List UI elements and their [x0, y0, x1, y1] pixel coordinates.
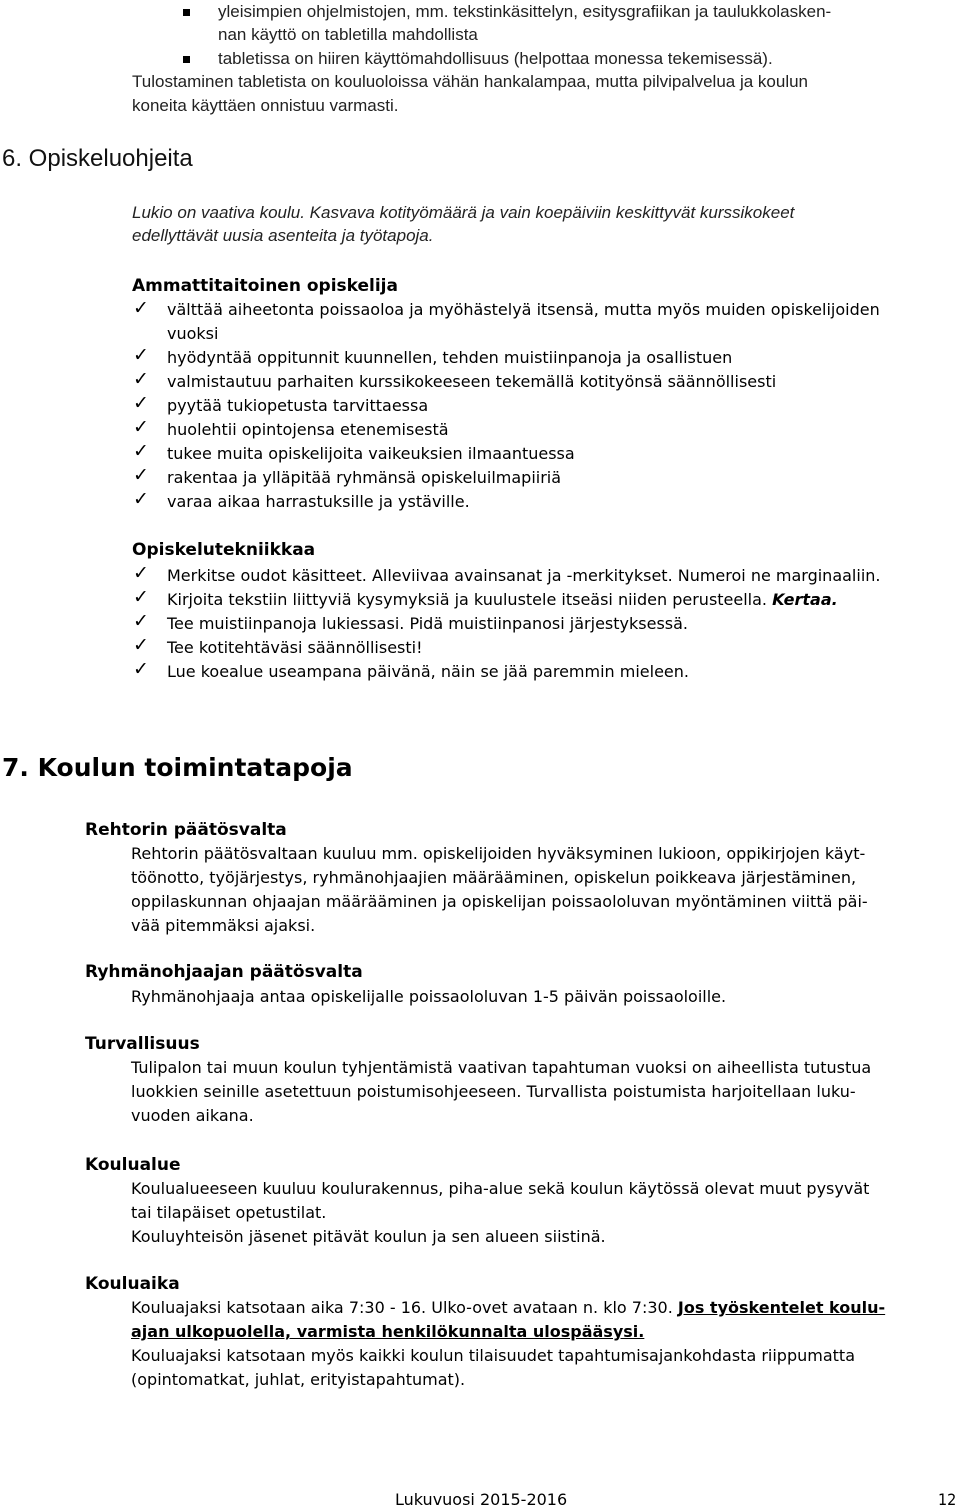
principal-line: vää pitemmäksi ajaksi.: [131, 916, 316, 935]
safety-line: luokkien seinille asetettuun poistumisohjeeseen. Turvallista poistumista harjoitellaan luku-: [131, 1082, 856, 1101]
school-time-emphasis: Jos työskentelet koulu-: [677, 1298, 886, 1317]
school-time-line: (opintomatkat, juhlat, erityistapahtumat).: [131, 1370, 466, 1389]
school-time-line: [131, 1298, 885, 1317]
safety-line: vuoden aikana.: [131, 1106, 254, 1125]
group-leader-heading: Ryhmänohjaajan päätösvalta: [85, 962, 363, 982]
check-icon: ✓: [133, 392, 149, 414]
technique-item: Lue koealue useampana päivänä, näin se jää paremmin mieleen.: [167, 662, 689, 681]
technique-item-text: Kirjoita tekstiin liittyviä kysymyksiä ja kuulustele itseäsi niiden perusteella.: [167, 590, 768, 609]
safety-heading: Turvallisuus: [85, 1034, 200, 1054]
skilled-item: huolehtii opintojensa etenemisestä: [167, 420, 449, 439]
technique-item: Tee muistiinpanoja lukiessasi. Pidä muistiinpanosi järjestyksessä.: [167, 614, 688, 633]
check-icon: ✓: [133, 610, 149, 632]
school-area-line: tai tilapäiset opetustilat.: [131, 1203, 327, 1222]
check-icon: ✓: [133, 634, 149, 656]
safety-line: Tulipalon tai muun koulun tyhjentämistä vaativan tapahtuman vuoksi on aiheellista tutustua: [131, 1058, 872, 1077]
principal-heading: Rehtorin päätösvalta: [85, 820, 287, 840]
skilled-item: pyytää tukiopetusta tarvittaessa: [167, 396, 429, 415]
footer-school-year: Lukuvuosi 2015-2016: [395, 1490, 568, 1509]
study-technique-heading: Opiskelutekniikkaa: [132, 540, 316, 560]
technique-item: Tee kotitehtäväsi säännöllisesti!: [167, 638, 423, 657]
bullet-square: [183, 9, 190, 16]
top-bullet-1-cont: nan käyttö on tabletilla mahdollista: [218, 25, 478, 44]
check-icon: ✓: [133, 368, 149, 390]
technique-item: [167, 590, 838, 609]
school-time-emphasis-cont: ajan ulkopuolella, varmista henkilökunnalta ulospääsysi.: [131, 1322, 645, 1341]
section-6-title: 6. Opiskeluohjeita: [2, 145, 193, 172]
section-6-intro-line-2: edellyttävät uusia asenteita ja työtapoja.: [132, 226, 434, 245]
top-bullet-2: tabletissa on hiiren käyttömahdollisuus (helpottaa monessa tekemisessä).: [218, 49, 773, 68]
school-time-text: Kouluajaksi katsotaan aika 7:30 - 16. Ulko-ovet avataan n. klo 7:30.: [131, 1298, 673, 1317]
skilled-student-heading: Ammattitaitoinen opiskelija: [132, 276, 398, 296]
skilled-item: rakentaa ja ylläpitää ryhmänsä opiskeluilmapiiriä: [167, 468, 562, 487]
principal-line: Rehtorin päätösvaltaan kuuluu mm. opiskelijoiden hyväksyminen lukioon, oppikirjojen käyt-: [131, 844, 866, 863]
skilled-item: välttää aiheetonta poissaoloa ja myöhästelyä itsensä, mutta myös muiden opiskelijoiden: [167, 300, 880, 319]
group-leader-line: Ryhmänohjaaja antaa opiskelijalle poissaololuvan 1-5 päivän poissaoloille.: [131, 987, 727, 1006]
school-area-line: Kouluyhteisön jäsenet pitävät koulun ja sen alueen siistinä.: [131, 1227, 606, 1246]
skilled-item: varaa aikaa harrastuksille ja ystäville.: [167, 492, 470, 511]
top-paragraph-line-1: Tulostaminen tabletista on kouluoloissa vähän hankalampaa, mutta pilvipalvelua ja koulun: [132, 72, 809, 91]
section-6-intro-line-1: Lukio on vaativa koulu. Kasvava kotityömäärä ja vain koepäiviin keskittyvät kurssikokeet: [132, 203, 795, 222]
check-icon: ✓: [133, 416, 149, 438]
skilled-item: tukee muita opiskelijoita vaikeuksien ilmaantuessa: [167, 444, 575, 463]
check-icon: ✓: [133, 488, 149, 510]
check-icon: ✓: [133, 586, 149, 608]
principal-line: oppilaskunnan ohjaajan määrääminen ja opiskelijan poissaololuvan myöntäminen viittä päi-: [131, 892, 868, 911]
school-area-heading: Koulualue: [85, 1155, 181, 1175]
principal-line: töönotto, työjärjestys, ryhmänohjaajien määrääminen, opiskelun poikkeava järjestäminen,: [131, 868, 857, 887]
section-7-title: 7. Koulun toimintatapoja: [2, 753, 353, 782]
check-icon: ✓: [133, 297, 149, 319]
skilled-item: hyödyntää oppitunnit kuunnellen, tehden muistiinpanoja ja osallistuen: [167, 348, 733, 367]
check-icon: ✓: [133, 658, 149, 680]
skilled-item-cont: vuoksi: [167, 324, 219, 343]
school-time-line: Kouluajaksi katsotaan myös kaikki koulun tilaisuudet tapahtumisajankohdasta riippumatta: [131, 1346, 855, 1365]
school-time-heading: Kouluaika: [85, 1274, 180, 1294]
footer-page-number: 12: [938, 1490, 957, 1509]
school-area-line: Koulualueeseen kuuluu koulurakennus, piha-alue sekä koulun käytössä olevat muut pysyvät: [131, 1179, 870, 1198]
check-icon: ✓: [133, 440, 149, 462]
technique-item-emphasis: Kertaa.: [772, 590, 838, 609]
technique-item: Merkitse oudot käsitteet. Alleviivaa avainsanat ja -merkitykset. Numeroi ne marginaaliin.: [167, 566, 881, 585]
top-paragraph-line-2: koneita käyttäen onnistuu varmasti.: [132, 96, 399, 115]
check-icon: ✓: [133, 464, 149, 486]
top-bullet-1: yleisimpien ohjelmistojen, mm. tekstinkäsittelyn, esitysgrafiikan ja taulukkolasken-: [218, 2, 832, 21]
check-icon: ✓: [133, 562, 149, 584]
skilled-item: valmistautuu parhaiten kurssikokeeseen tekemällä kotityönsä säännöllisesti: [167, 372, 777, 391]
bullet-square: [183, 56, 190, 63]
check-icon: ✓: [133, 344, 149, 366]
